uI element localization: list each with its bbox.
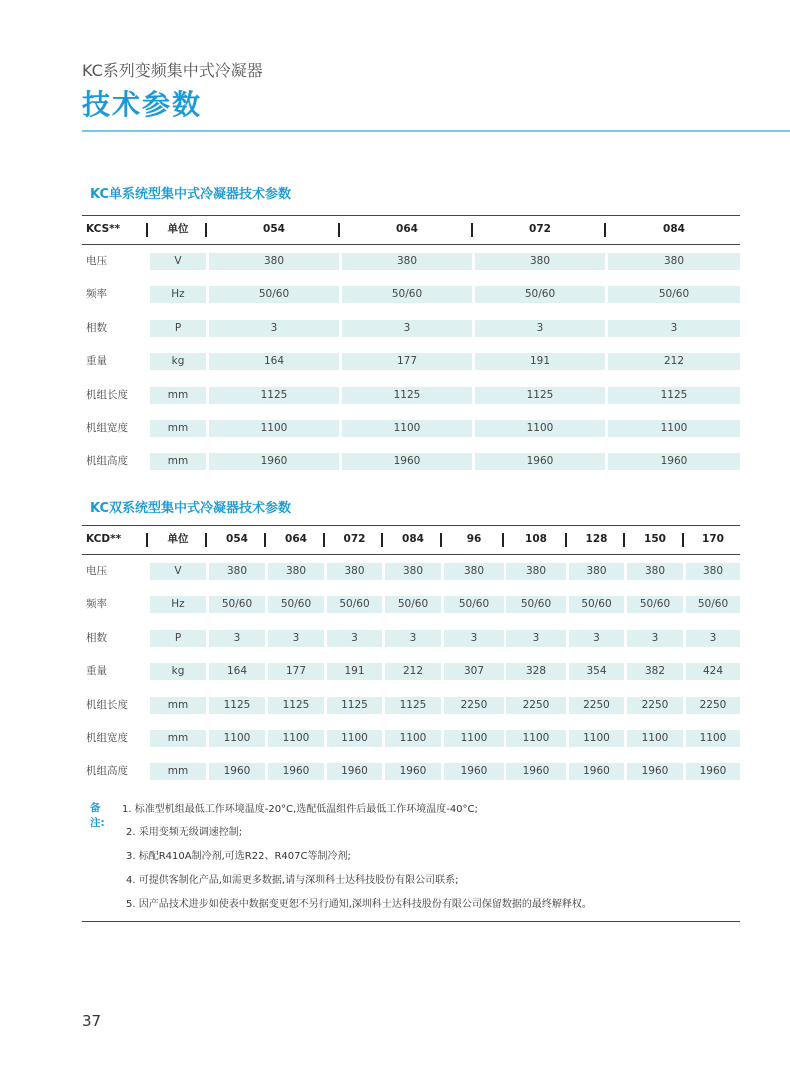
note-item: 1. 标准型机组最低工作环境温度-20°C,选配低温组件后最低工作环境温度-40°C; xyxy=(122,804,478,815)
table-cell: 191 xyxy=(475,353,605,370)
table-row xyxy=(82,412,740,445)
table-cell: 3 xyxy=(506,630,566,647)
table-cell: 380 xyxy=(209,253,339,270)
table-row xyxy=(82,278,740,311)
row-label: 频率 xyxy=(86,598,107,611)
row-label: 相数 xyxy=(86,321,107,334)
table2 xyxy=(82,525,740,789)
table-cell: mm xyxy=(150,453,206,470)
table-row xyxy=(82,345,740,378)
table-cell: 50/60 xyxy=(342,286,472,303)
row-label: 机组长度 xyxy=(86,388,128,401)
column-separator xyxy=(205,223,207,237)
column-separator xyxy=(205,533,207,547)
table-cell: 50/60 xyxy=(268,596,324,613)
table-cell: 380 xyxy=(608,253,740,270)
column-separator xyxy=(338,223,340,237)
table-cell: 354 xyxy=(569,663,624,680)
table-cell: 50/60 xyxy=(569,596,624,613)
table-cell: 328 xyxy=(506,663,566,680)
table-cell: 50/60 xyxy=(475,286,605,303)
table-cell: 50/60 xyxy=(627,596,683,613)
table-cell: 1100 xyxy=(475,420,605,437)
table-cell: 50/60 xyxy=(327,596,382,613)
table-cell: 1960 xyxy=(209,763,265,780)
row-label: 电压 xyxy=(86,255,107,267)
table-cell: 1100 xyxy=(327,730,382,747)
table-cell: 50/60 xyxy=(209,286,339,303)
table-header-row xyxy=(82,216,740,244)
table-cell: 177 xyxy=(342,353,472,370)
table-row xyxy=(82,588,740,621)
table-cell: P xyxy=(150,320,206,337)
table-cell: 1100 xyxy=(385,730,441,747)
table-cell: 3 xyxy=(342,320,472,337)
table-cell: 3 xyxy=(686,630,740,647)
table-cell: mm xyxy=(150,697,206,714)
table-cell: Hz xyxy=(150,596,206,613)
note-item: 3. 标配R410A制冷剂,可选R22、R407C等制冷剂; xyxy=(126,851,351,862)
table-cell: 191 xyxy=(327,663,382,680)
column-separator xyxy=(471,223,473,237)
table-cell: 1960 xyxy=(686,763,740,780)
table-cell: 1100 xyxy=(444,730,504,747)
table-cell: 1125 xyxy=(385,697,441,714)
table-cell: 1960 xyxy=(342,453,472,470)
table-cell: 3 xyxy=(327,630,382,647)
table-cell: 3 xyxy=(268,630,324,647)
table-cell: 1100 xyxy=(209,420,339,437)
page-title: 技术参数 xyxy=(82,88,203,121)
row-label: 机组宽度 xyxy=(86,731,128,744)
row-label: 机组长度 xyxy=(86,698,128,711)
table-cell: 3 xyxy=(385,630,441,647)
table-cell: 50/60 xyxy=(209,596,265,613)
table-row xyxy=(82,245,740,278)
table-cell: 307 xyxy=(444,663,504,680)
row-label: 重量 xyxy=(86,665,107,678)
table-cell: 1100 xyxy=(209,730,265,747)
table-cell: 380 xyxy=(327,563,382,580)
header-cell: 084 xyxy=(402,533,424,545)
column-separator xyxy=(381,533,383,547)
table-row xyxy=(82,755,740,788)
header-cell: 128 xyxy=(585,533,608,545)
row-label: 电压 xyxy=(86,565,107,577)
table-cell: 2250 xyxy=(506,697,566,714)
table-cell: 50/60 xyxy=(385,596,441,613)
column-separator xyxy=(623,533,625,547)
table-cell: 3 xyxy=(627,630,683,647)
page-number: 37 xyxy=(82,1012,102,1030)
table-row xyxy=(82,622,740,655)
column-separator xyxy=(604,223,606,237)
subtitle: KC系列变频集中式冷凝器 xyxy=(82,61,263,80)
table-cell: 1125 xyxy=(327,697,382,714)
table-cell: 1125 xyxy=(608,387,740,404)
column-separator xyxy=(264,533,266,547)
table-cell: 380 xyxy=(569,563,624,580)
table-cell: 1125 xyxy=(209,697,265,714)
header-cell: 单位 xyxy=(167,533,189,545)
header-cell: 054 xyxy=(226,533,248,545)
column-separator xyxy=(682,533,684,547)
note-item: 2. 采用变频无级调速控制; xyxy=(126,827,243,838)
table-cell: 1100 xyxy=(627,730,683,747)
table-row xyxy=(82,689,740,722)
header-cell: 072 xyxy=(529,223,551,235)
table-cell: V xyxy=(150,563,206,580)
table-cell: 2250 xyxy=(627,697,683,714)
header-cell: KCS** xyxy=(86,223,121,235)
table-cell: 1100 xyxy=(569,730,624,747)
row-label: 频率 xyxy=(86,288,107,301)
table-cell: 380 xyxy=(444,563,504,580)
table-cell: 380 xyxy=(268,563,324,580)
notes-label: 备注: xyxy=(90,802,105,829)
table-cell: 1100 xyxy=(686,730,740,747)
header-cell: 064 xyxy=(285,533,307,545)
header-cell: KCD** xyxy=(86,533,122,545)
table-cell: 50/60 xyxy=(506,596,566,613)
note-item: 5. 因产品技术进步如使表中数据变更恕不另行通知,深圳科士达科技股份有限公司保留数据的最终解释权。 xyxy=(126,899,592,910)
table-cell: 2250 xyxy=(569,697,624,714)
table-cell: 1100 xyxy=(506,730,566,747)
table-cell: 380 xyxy=(209,563,265,580)
table-cell: 1125 xyxy=(268,697,324,714)
table-cell: 380 xyxy=(506,563,566,580)
table-cell: 1960 xyxy=(627,763,683,780)
table1 xyxy=(82,215,740,479)
table-cell: 2250 xyxy=(444,697,504,714)
column-separator xyxy=(146,533,148,547)
table-cell: 1125 xyxy=(342,387,472,404)
table-cell: 1960 xyxy=(385,763,441,780)
header-cell: 150 xyxy=(644,533,666,545)
row-label: 机组宽度 xyxy=(86,421,128,434)
header-cell: 084 xyxy=(663,223,685,235)
table-cell: 50/60 xyxy=(608,286,740,303)
header-cell: 170 xyxy=(702,533,724,545)
column-separator xyxy=(502,533,504,547)
table-cell: 380 xyxy=(342,253,472,270)
header-cell: 064 xyxy=(396,223,418,235)
table-cell: 380 xyxy=(686,563,740,580)
row-label: 机组高度 xyxy=(86,765,128,778)
table-row xyxy=(82,312,740,345)
table-cell: 3 xyxy=(569,630,624,647)
row-label: 重量 xyxy=(86,355,107,368)
header-cell: 072 xyxy=(343,533,366,545)
table-cell: 212 xyxy=(385,663,441,680)
table-cell: mm xyxy=(150,420,206,437)
table-cell: 50/60 xyxy=(686,596,740,613)
table-cell: 3 xyxy=(444,630,504,647)
table-cell: V xyxy=(150,253,206,270)
table-row xyxy=(82,722,740,755)
table-cell: mm xyxy=(150,763,206,780)
table-cell: 1960 xyxy=(608,453,740,470)
header-cell: 054 xyxy=(263,223,285,235)
table-cell: mm xyxy=(150,387,206,404)
table-cell: 1100 xyxy=(608,420,740,437)
bottom-divider xyxy=(82,921,740,922)
table-cell: 382 xyxy=(627,663,683,680)
table-cell: 1960 xyxy=(327,763,382,780)
table-row xyxy=(82,379,740,412)
table-cell: 1960 xyxy=(268,763,324,780)
table-cell: 2250 xyxy=(686,697,740,714)
table-cell: 1100 xyxy=(342,420,472,437)
table-cell: mm xyxy=(150,730,206,747)
table-cell: 1960 xyxy=(506,763,566,780)
table-cell: 50/60 xyxy=(444,596,504,613)
note-item: 4. 可提供客制化产品,如需更多数据,请与深圳科士达科技股份有限公司联系; xyxy=(126,875,459,886)
table-cell: 380 xyxy=(385,563,441,580)
table-row xyxy=(82,655,740,688)
row-label: 机组高度 xyxy=(86,455,128,468)
table-cell: 164 xyxy=(209,663,265,680)
column-separator xyxy=(323,533,325,547)
table-cell: 1125 xyxy=(475,387,605,404)
table-cell: 164 xyxy=(209,353,339,370)
table-cell: Hz xyxy=(150,286,206,303)
table-cell: kg xyxy=(150,353,206,370)
table-row xyxy=(82,445,740,478)
table-cell: 177 xyxy=(268,663,324,680)
column-separator xyxy=(565,533,567,547)
table-cell: 1960 xyxy=(475,453,605,470)
table-cell: 1125 xyxy=(209,387,339,404)
table-cell: P xyxy=(150,630,206,647)
header-cell: 96 xyxy=(466,533,482,545)
table-cell: 380 xyxy=(475,253,605,270)
table-cell: 1100 xyxy=(268,730,324,747)
column-separator xyxy=(146,223,148,237)
table-cell: 3 xyxy=(209,630,265,647)
header-cell: 单位 xyxy=(167,223,189,235)
table-row xyxy=(82,555,740,588)
table-cell: 3 xyxy=(475,320,605,337)
table-cell: 380 xyxy=(627,563,683,580)
header-cell: 108 xyxy=(525,533,547,545)
table2-title: KC双系统型集中式冷凝器技术参数 xyxy=(90,501,292,516)
table1-title: KC单系统型集中式冷凝器技术参数 xyxy=(90,187,292,202)
table-cell: 1960 xyxy=(444,763,504,780)
table-cell: 1960 xyxy=(569,763,624,780)
column-separator xyxy=(440,533,442,547)
title-divider xyxy=(82,130,790,132)
table-cell: kg xyxy=(150,663,206,680)
table-header-row xyxy=(82,526,740,554)
table-cell: 212 xyxy=(608,353,740,370)
row-label: 相数 xyxy=(86,631,107,644)
table-cell: 424 xyxy=(686,663,740,680)
table-cell: 3 xyxy=(608,320,740,337)
table-cell: 1960 xyxy=(209,453,339,470)
table-cell: 3 xyxy=(209,320,339,337)
